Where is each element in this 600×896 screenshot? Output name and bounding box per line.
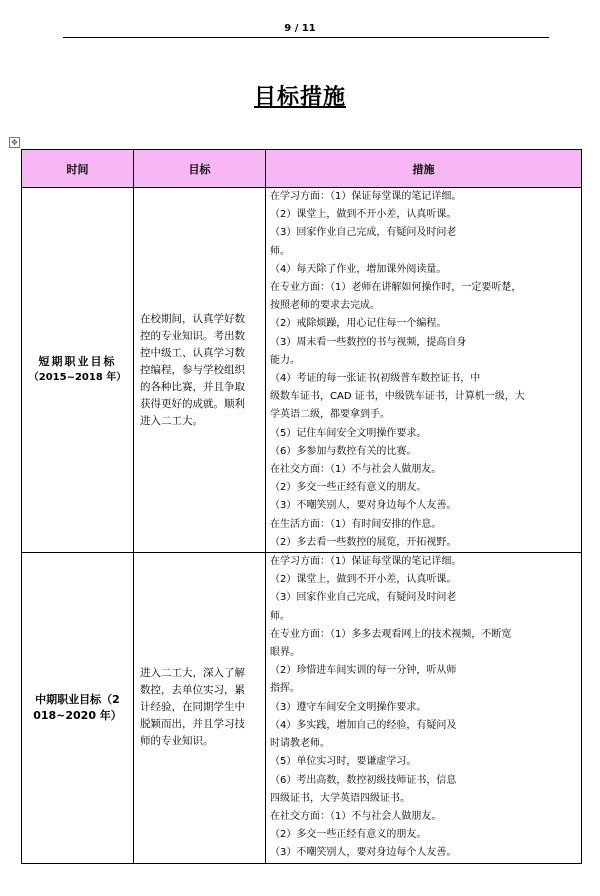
- measure-line: 学英语二级，都要拿到手。: [270, 409, 390, 421]
- goal-line: 在校期间，认真学好数: [140, 312, 245, 325]
- measure-line: 眼界。: [270, 647, 300, 659]
- table-move-handle-icon[interactable]: ✥: [9, 137, 20, 148]
- measure-line: 在学习方面：（1）保证每堂课的笔记详细。: [270, 556, 462, 568]
- measure-line: 指挥。: [270, 683, 300, 695]
- table-row: [22, 553, 582, 863]
- period-range: （2015~2018 年）: [28, 372, 127, 384]
- measures-cell: [266, 553, 582, 863]
- measure-line: （3）回家作业自己完成，有疑问及时问老: [270, 592, 457, 604]
- measure-line: （5）单位实习时，要谦虚学习。: [270, 756, 417, 768]
- table-header-row: [22, 150, 582, 188]
- goal-cell: [134, 188, 266, 553]
- measure-line: （2）珍惜进车间实训的每一分钟，听从师: [270, 665, 457, 677]
- measure-line: （2）课堂上，做到不开小差，认真听课。: [270, 574, 457, 586]
- measure-line: （3）回家作业自己完成，有疑问及时问老: [270, 227, 457, 239]
- measure-line: 按照老师的要求去完成。: [270, 300, 380, 312]
- goal-line: 进入二工大。: [140, 414, 203, 427]
- measure-line: 在学习方面：（1）保证每堂课的笔记详细。: [270, 191, 462, 202]
- goal-line: 控编程，参与学校组织: [140, 363, 245, 376]
- goals-table: [21, 149, 582, 864]
- goal-line: 控中级工、认真学习数: [140, 346, 245, 359]
- goal-line: 师的专业知识。: [140, 735, 214, 748]
- period-cell: [22, 553, 134, 863]
- measure-line: （2）多交一些正经有意义的朋友。: [270, 482, 427, 494]
- measure-line: （4）考证的每一张证书(初级普车数控证书，中: [270, 373, 481, 385]
- measure-line: 在专业方面：（1）多多去观看网上的技术视频，不断宽: [270, 628, 512, 640]
- page-number: 9 / 11: [284, 23, 316, 34]
- table-row: [22, 188, 582, 553]
- measure-line: （3）周末看一些数控的书与视频，提高自身: [270, 336, 467, 348]
- measure-line: 在生活方面：（1）有时间安排的作息。: [270, 518, 442, 530]
- measure-line: （2）多去看一些数控的展览，开拓视野。: [270, 536, 457, 548]
- measure-line: 师。: [270, 610, 290, 622]
- measure-line: 四级证书，大学英语四级证书。: [270, 792, 410, 804]
- measure-line: 在社交方面：（1）不与社会人做朋友。: [270, 810, 442, 822]
- measure-line: 能力。: [270, 354, 300, 366]
- header-time: 时间: [22, 150, 134, 188]
- goal-line: 获得更好的成就。顺利: [140, 397, 245, 410]
- measure-line: （4）每天除了作业，增加课外阅读量。: [270, 263, 447, 275]
- goal-line: 数控，去单位实习，累: [140, 684, 245, 697]
- period-cell: [22, 188, 134, 553]
- measure-line: （4）多实践，增加自己的经验，有疑问及: [270, 719, 457, 731]
- goal-line: 控的专业知识。考出数: [140, 329, 245, 342]
- measure-line: （3）不嘲笑别人，要对身边每个人友善。: [270, 847, 457, 859]
- measure-line: （3）不嘲笑别人，要对身边每个人友善。: [270, 500, 457, 512]
- page-title: 目标措施: [253, 84, 346, 110]
- measure-line: （6）考出高数，数控初级技师证书，信息: [270, 774, 457, 786]
- goal-line: 计经验，在同期学生中: [140, 701, 245, 714]
- goal-line: 的各种比赛，并且争取: [140, 380, 245, 393]
- measure-line: 时请教老师。: [270, 738, 330, 750]
- measure-line: （6）多参加与数控有关的比赛。: [270, 445, 417, 457]
- goal-line: 脱颖而出，并且学习技: [140, 718, 245, 731]
- header-rule: [63, 37, 549, 38]
- goal-cell: [134, 553, 266, 863]
- header-measures: 措施: [266, 150, 582, 188]
- measure-line: （2）戒除烦躁，用心记住每一个编程。: [270, 318, 447, 330]
- goal-line: 进入二工大，深入了解: [140, 667, 245, 680]
- measure-line: 师。: [270, 245, 290, 257]
- measure-line: （3）遵守车间安全文明操作要求。: [270, 701, 427, 713]
- measures-cell: [266, 188, 582, 553]
- measure-line: 级数车证书，CAD 证书，中级铣车证书，计算机一级，大: [270, 391, 525, 403]
- measure-line: （2）多交一些正经有意义的朋友。: [270, 829, 427, 841]
- period-range: 018~2020 年）: [33, 708, 122, 722]
- period-label: 中期职业目标（2: [35, 692, 120, 706]
- measure-line: 在社交方面：（1）不与社会人做朋友。: [270, 464, 442, 476]
- header-goal: 目标: [134, 150, 266, 188]
- period-label: 短期职业目标: [38, 355, 117, 369]
- measure-line: （5）记住车间安全文明操作要求。: [270, 427, 427, 439]
- measure-line: （2）课堂上，做到不开小差，认真听课。: [270, 209, 457, 221]
- measure-line: 在专业方面：（1）老师在讲解如何操作时，一定要听楚，: [270, 282, 522, 294]
